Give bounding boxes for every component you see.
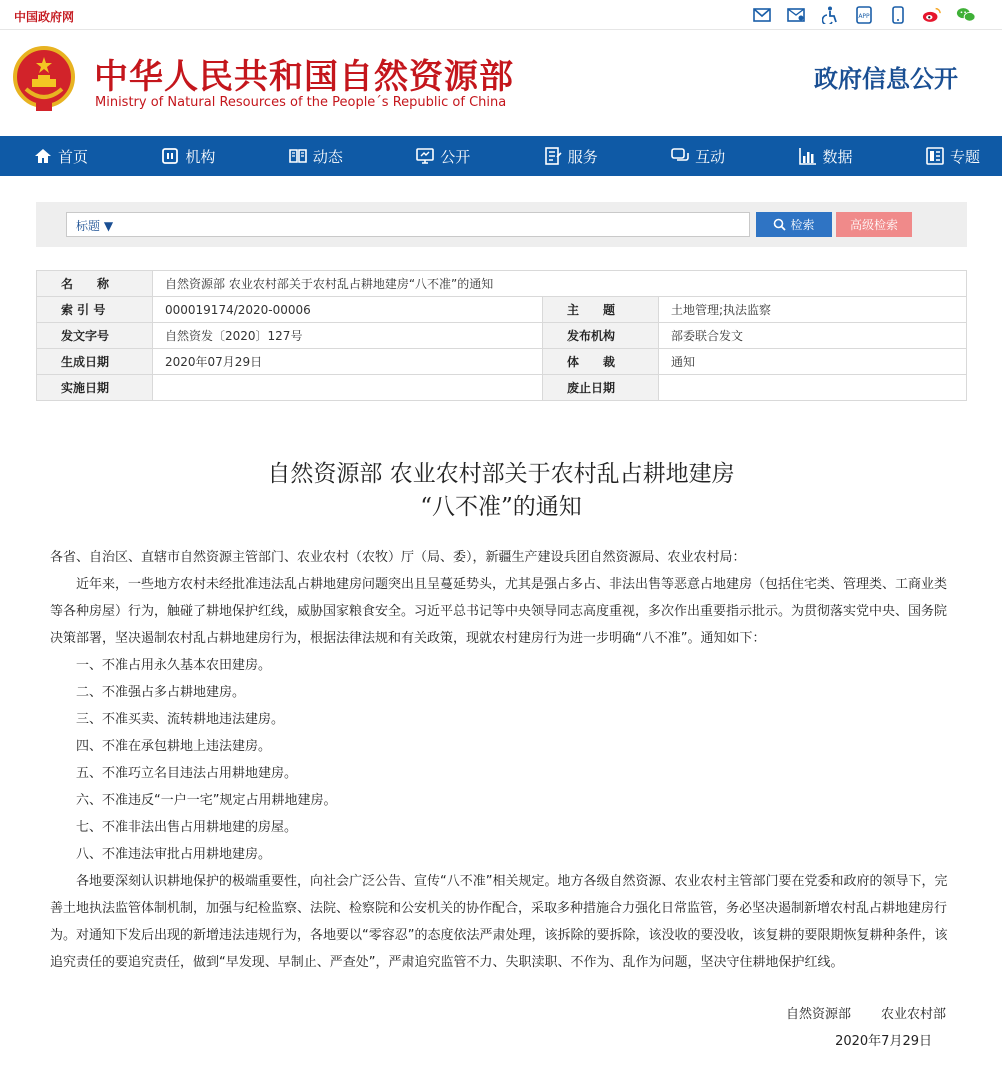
topic-icon — [926, 147, 944, 165]
nav-item-news[interactable] — [289, 136, 343, 176]
chart-icon — [799, 147, 817, 165]
nav-label: 专题 — [949, 147, 980, 166]
search-field-select[interactable]: 标题 ▼ — [76, 219, 114, 233]
info-value — [153, 375, 543, 401]
list-item: 二、不准强占多占耕地建房。 — [76, 685, 246, 700]
nav-item-topic[interactable] — [926, 136, 980, 176]
form-icon — [544, 147, 562, 165]
main-nav — [0, 136, 1002, 176]
home-icon — [34, 147, 52, 165]
list-item: 七、不准非法出售占用耕地建的房屋。 — [76, 820, 298, 835]
info-label: 主 题 — [543, 297, 659, 323]
nav-label: 动态 — [312, 147, 343, 166]
salutation: 各省、自治区、直辖市自然资源主管部门、农业农村（农牧）厅（局、委），新疆生产建设兵团自然资源局、农业农村局： — [50, 550, 746, 565]
nav-item-data[interactable] — [799, 136, 853, 176]
list-item: 六、不准违反“一户一宅”规定占用耕地建房。 — [76, 793, 337, 808]
nav-item-org[interactable] — [161, 136, 215, 176]
search-icon — [773, 218, 786, 231]
site-header — [0, 31, 1002, 135]
info-label: 生成日期 — [37, 349, 153, 375]
mobile-icon[interactable] — [888, 5, 908, 25]
nav-item-interact[interactable] — [671, 136, 725, 176]
doc-info-table — [36, 270, 967, 401]
search-area — [36, 202, 967, 247]
info-label: 实施日期 — [37, 375, 153, 401]
book-icon — [289, 147, 307, 165]
accessibility-icon[interactable] — [820, 5, 840, 25]
list-item: 一、不准占用永久基本农田建房。 — [76, 658, 272, 673]
document-body — [50, 544, 950, 976]
signatory: 农业农村部 — [880, 1007, 946, 1022]
info-label: 体 裁 — [543, 349, 659, 375]
signature — [786, 1003, 946, 1022]
document-title — [0, 458, 1002, 524]
mail-icon[interactable] — [752, 5, 772, 25]
info-label: 发布机构 — [543, 323, 659, 349]
monitor-icon — [416, 147, 434, 165]
document-title-line: “八不准”的通知 — [420, 494, 582, 520]
advanced-search-button[interactable]: 高级检索 — [836, 212, 912, 237]
info-value: 土地管理;执法监察 — [659, 297, 967, 323]
nav-label: 服务 — [567, 147, 598, 166]
nav-item-service[interactable] — [544, 136, 598, 176]
nav-label: 互动 — [695, 147, 726, 166]
nav-item-home[interactable] — [34, 136, 88, 176]
wechat-icon[interactable] — [956, 5, 976, 25]
info-value — [659, 375, 967, 401]
list-item: 五、不准巧立名目违法占用耕地建房。 — [76, 766, 298, 781]
weibo-icon[interactable] — [922, 5, 942, 25]
section-title: 政府信息公开 — [814, 65, 958, 93]
top-bar — [0, 0, 1002, 30]
list-item: 八、不准违法审批占用耕地建房。 — [76, 847, 272, 862]
list-item: 四、不准在承包耕地上违法建房。 — [76, 739, 272, 754]
document-title-line: 自然资源部 农业农村部关于农村乱占耕地建房 — [267, 461, 735, 487]
nav-label: 公开 — [440, 147, 471, 166]
table-row — [37, 323, 967, 349]
info-label: 废止日期 — [543, 375, 659, 401]
nav-item-open[interactable] — [416, 136, 470, 176]
national-emblem-icon[interactable] — [12, 45, 76, 113]
gov-portal-link[interactable]: 中国政府网 — [14, 10, 75, 24]
app-icon[interactable] — [854, 5, 874, 25]
document-date: 2020年7月29日 — [835, 1034, 932, 1049]
info-label: 名 称 — [37, 271, 153, 297]
table-row — [37, 271, 967, 297]
top-icons — [752, 5, 976, 25]
chat-icon — [671, 147, 689, 165]
info-label: 发文字号 — [37, 323, 153, 349]
ministry-title-en: Ministry of Natural Resources of the People´s Republic of China — [95, 95, 507, 110]
paragraph: 近年来，一些地方农村未经批准违法乱占耕地建房问题突出且呈蔓延势头，尤其是强占多占、非法出售等恶意占地建房（包括住宅类、管理类、工商业类等各种房屋）行为，触碰了耕地保护红线，威胁国家粮食安全。习近平总书记等中央领导同志高度重视，多次作出重要指示批示。为贯彻落实党中央、国务院决策部署，坚决遏制农村乱占耕地建房行为，根据法律法规和有关政策，现就农村建房行为进一步明确“八不准”。通知如下： — [50, 577, 948, 646]
message-icon[interactable] — [786, 5, 806, 25]
nav-label: 首页 — [58, 147, 89, 166]
nav-label: 数据 — [822, 147, 853, 166]
search-button[interactable] — [756, 212, 832, 237]
table-row — [37, 375, 967, 401]
table-row — [37, 349, 967, 375]
nav-label: 机构 — [185, 147, 216, 166]
info-value: 部委联合发文 — [659, 323, 967, 349]
info-value: 自然资发〔2020〕127号 — [153, 323, 543, 349]
info-label: 索 引 号 — [37, 297, 153, 323]
org-icon — [161, 147, 179, 165]
table-row — [37, 297, 967, 323]
info-value: 2020年07月29日 — [153, 349, 543, 375]
search-input[interactable] — [66, 212, 750, 237]
search-button-label: 检索 — [790, 218, 815, 232]
signatory: 自然资源部 — [785, 1007, 851, 1022]
info-value: 自然资源部 农业农村部关于农村乱占耕地建房“八不准”的通知 — [153, 271, 967, 297]
list-item: 三、不准买卖、流转耕地违法建房。 — [76, 712, 285, 727]
info-value: 通知 — [659, 349, 967, 375]
paragraph: 各地要深刻认识耕地保护的极端重要性，向社会广泛公告、宣传“八不准”相关规定。地方各级自然资源、农业农村主管部门要在党委和政府的领导下，完善土地执法监管体制机制，加强与纪检监察、法院、检察院和公安机关的协作配合，采取多种措施合力强化日常监管，务必坚决遏制新增农村乱占耕地建房行为。对通知下发后出现的新增违法违规行为，各地要以“零容忍”的态度依法严肃处理，该拆除的要拆除，该没收的要没收，该复耕的要限期恢复耕种条件，该追究责任的要追究责任，做到“早发现、早制止、严查处”，严肃追究监管不力、失职渎职、不作为、乱作为问题，坚决守住耕地保护红线。 — [50, 874, 948, 970]
info-value: 000019174/2020-00006 — [153, 297, 543, 323]
ministry-title-cn: 中华人民共和国自然资源部 — [94, 57, 514, 97]
svg-text:APP: APP — [858, 13, 870, 20]
